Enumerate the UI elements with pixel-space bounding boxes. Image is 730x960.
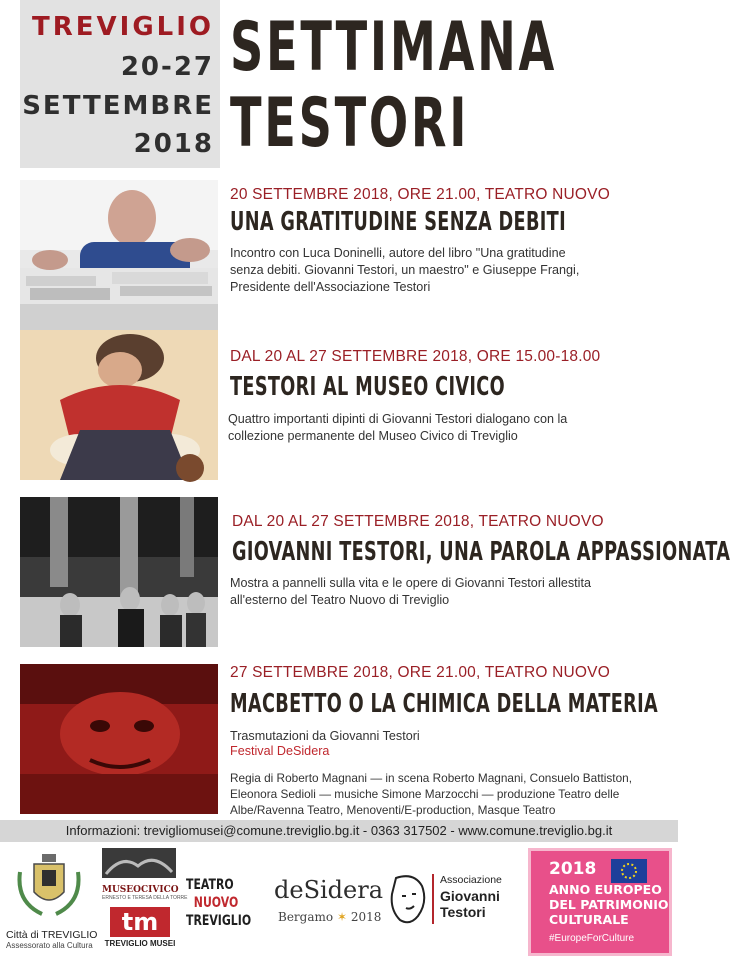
eu-flag-icon [611, 859, 647, 883]
desidera-logo [274, 876, 384, 936]
event-2-description [228, 411, 676, 445]
event-4-photo [20, 664, 218, 814]
event-4-desc-line: Trasmutazioni da Giovanni Testori [230, 729, 420, 743]
event-2 [20, 330, 678, 480]
event-3-description [230, 575, 678, 609]
event-1 [20, 180, 678, 330]
treviglio-musei-mark: tm [110, 907, 170, 937]
divider [432, 874, 434, 924]
teatro-line2: NUOVO [193, 895, 239, 911]
event-2-title: TESTORI AL MUSEO CIVICO [230, 372, 506, 402]
eu-hashtag: #EuropeForCulture [549, 933, 635, 944]
museo-civico-logo [102, 848, 188, 956]
info-bar: Informazioni: trevigliomusei@comune.treviglio.bg.it - 0363 317502 - www.comune.treviglio.bg.it [0, 820, 678, 842]
event-4-description [230, 728, 670, 745]
event-4-title: MACBETTO O LA CHIMICA DELLA MATERIA [230, 689, 659, 719]
event-2-desc-line: Quattro importanti dipinti di Giovanni Testori dialogano con la [228, 412, 568, 426]
teatro-line1: TEATRO [186, 877, 234, 893]
comune-department: Assessorato alla Cultura [6, 941, 93, 950]
teatro-nuovo-logo [186, 876, 268, 940]
event-1-desc-line: senza debiti. Giovanni Testori, un maestro" e Giuseppe Frangi, [230, 263, 580, 277]
museo-building-icon [102, 848, 176, 878]
eu-cultural-heritage-logo [528, 848, 672, 956]
event-1-description [230, 245, 670, 296]
assoc-line2: Giovanni [440, 888, 500, 904]
page-title-line1: SETTIMANA [230, 8, 558, 87]
event-3-title: GIOVANNI TESTORI, UNA PAROLA APPASSIONATA [232, 537, 730, 567]
coat-of-arms-icon [6, 852, 92, 924]
event-1-title: UNA GRATITUDINE SENZA DEBITI [230, 207, 567, 237]
header-dates: 20-27 [120, 52, 214, 82]
event-2-when: DAL 20 AL 27 SETTEMBRE 2018, ORE 15.00-18.00 [230, 348, 601, 365]
event-4-when: 27 SETTEMBRE 2018, ORE 21.00, TEATRO NUOVO [230, 664, 610, 681]
header-city: TREVIGLIO [32, 12, 214, 42]
event-3-photo [20, 497, 218, 647]
event-4-credits-line: Eleonora Sedioli — musiche Simone Marzocchi — produzione Teatro delle [230, 787, 620, 801]
treviglio-musei-caption: TREVIGLIO MUSEI [104, 939, 176, 948]
comune-treviglio-logo [6, 852, 98, 952]
desidera-name: deSidera [274, 876, 384, 904]
event-3 [20, 497, 730, 647]
event-3-when: DAL 20 AL 27 SETTEMBRE 2018, TEATRO NUOVO [232, 513, 604, 530]
event-2-desc-line: collezione permanente del Museo Civico di Treviglio [228, 429, 518, 443]
header-year: 2018 [133, 129, 214, 159]
eu-title-line: ANNO EUROPEO [549, 882, 662, 897]
comune-name: Città di TREVIGLIO [6, 929, 98, 941]
event-4-credits-line: Albe/Ravenna Teatro, Menoventi/E-production, Masque Teatro [230, 803, 556, 817]
event-3-desc-line: Mostra a pannelli sulla vita e le opere di Giovanni Testori allestita [230, 576, 591, 590]
desidera-year: 2018 [350, 910, 382, 924]
header-date-box [20, 0, 220, 168]
event-3-desc-line: all'esterno del Teatro Nuovo di Treviglio [230, 593, 450, 607]
event-1-photo [20, 180, 218, 330]
event-1-when: 20 SETTEMBRE 2018, ORE 21.00, TEATRO NUOVO [230, 186, 610, 203]
header-month: SETTEMBRE [22, 91, 214, 121]
event-1-desc-line: Presidente dell'Associazione Testori [230, 280, 431, 294]
eu-title [549, 882, 669, 927]
associazione-testori-logo [384, 872, 520, 936]
event-4-credits [230, 770, 680, 818]
event-4-credits-line: Regia di Roberto Magnani — in scena Roberto Magnani, Consuelo Battiston, [230, 771, 632, 785]
museo-subtitle: ERNESTO E TERESA DELLA TORRE [102, 895, 188, 901]
eu-year: 2018 [549, 859, 597, 879]
star-icon: ✶ [336, 910, 347, 924]
event-4-festival: Festival DeSidera [230, 744, 330, 758]
page-title-line2: TESTORI [230, 84, 470, 163]
eu-title-line: CULTURALE [549, 912, 629, 927]
teatro-line3: TREVIGLIO [186, 913, 252, 929]
assoc-line1: Associazione [440, 874, 502, 886]
event-2-painting [20, 330, 218, 480]
desidera-city: Bergamo [278, 910, 334, 924]
sponsor-logos [0, 842, 678, 960]
event-4 [20, 664, 678, 817]
testori-face-icon [384, 872, 430, 928]
left-margin [0, 0, 20, 820]
event-1-desc-line: Incontro con Luca Doninelli, autore del libro "Una gratitudine [230, 246, 566, 260]
assoc-line3: Testori [440, 904, 486, 920]
museo-name: MUSEOCIVICO [102, 885, 179, 895]
eu-title-line: DEL PATRIMONIO [549, 897, 669, 912]
